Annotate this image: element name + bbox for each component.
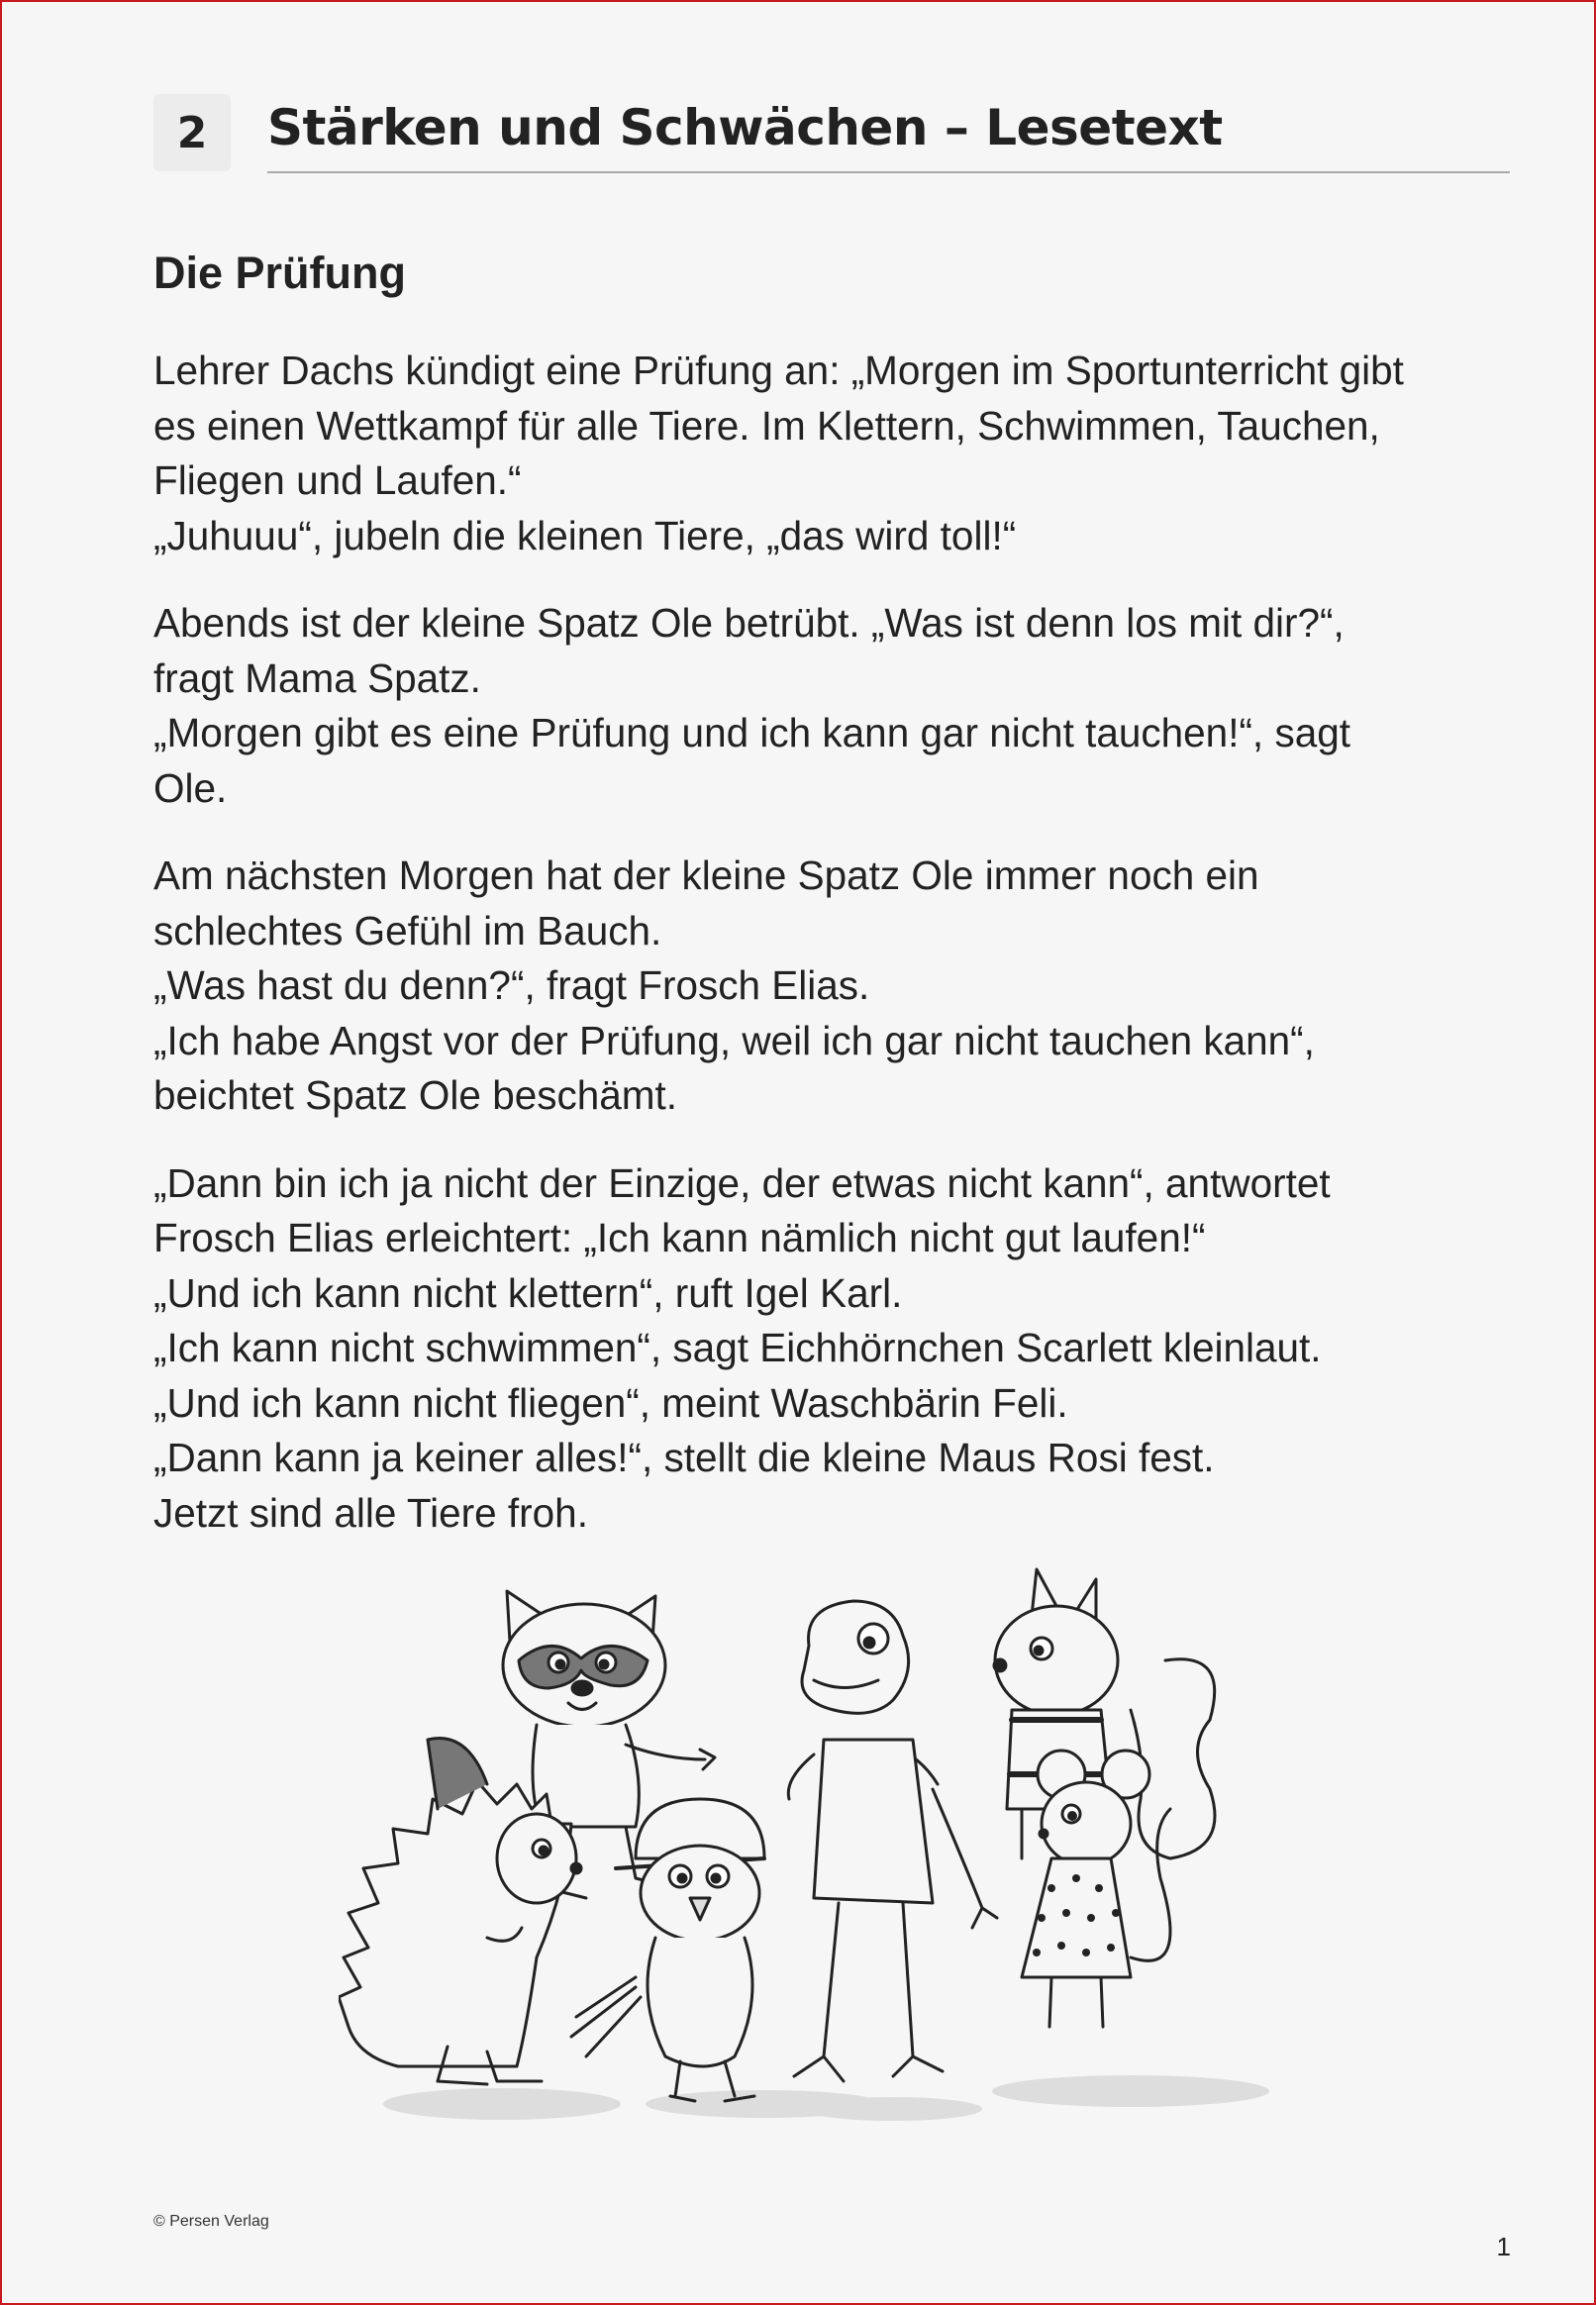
- story-text: [153, 344, 1530, 1573]
- sparrow-figure: [571, 1799, 764, 2101]
- frog-figure: [788, 1601, 997, 2081]
- text-line: „Dann bin ich ja nicht der Einzige, der etwas nicht kann“, antwortet: [153, 1159, 1331, 1206]
- copyright-notice: © Persen Verlag: [153, 2213, 269, 2230]
- text-line: „Morgen gibt es eine Prüfung und ich kann gar nicht tauchen!“, sagt: [153, 710, 1350, 755]
- text-line: „Und ich kann nicht fliegen“, meint Waschbärin Feli.: [153, 1379, 1068, 1426]
- text-line: „Ich kann nicht schwimmen“, sagt Eichhörnchen Scarlett kleinlaut.: [153, 1325, 1322, 1370]
- text-line: Frosch Elias erleichtert: „Ich kann nämlich nicht gut laufen!“: [153, 1215, 1206, 1260]
- text-line: „Ich habe Angst vor der Prüfung, weil ich gar nicht tauchen kann“,: [153, 1017, 1315, 1063]
- story-paragraph: [153, 1156, 1530, 1542]
- text-line: Jetzt sind alle Tiere froh.: [153, 1489, 588, 1536]
- text-line: Am nächsten Morgen hat der kleine Spatz Ole immer noch ein: [153, 852, 1259, 898]
- text-line: schlechtes Gefühl im Bauch.: [153, 907, 662, 953]
- story-paragraph: [153, 849, 1530, 1124]
- text-line: „Dann kann ja keiner alles!“, stellt die kleine Maus Rosi fest.: [153, 1435, 1215, 1480]
- text-line: Fliegen und Laufen.“: [153, 457, 522, 503]
- text-line: fragt Mama Spatz.: [153, 654, 481, 701]
- page-number: 1: [1496, 2232, 1511, 2261]
- text-line: Ole.: [153, 764, 228, 811]
- text-line: „Und ich kann nicht klettern“, ruft Igel Karl.: [153, 1269, 903, 1316]
- story-paragraph: [153, 596, 1530, 816]
- text-line: Abends ist der kleine Spatz Ole betrübt. „Was ist denn los mit dir?“,: [153, 600, 1345, 646]
- text-line: „Was hast du denn?“, fragt Frosch Elias.: [153, 962, 870, 1008]
- chapter-title: Stärken und Schwächen – Lesetext: [267, 99, 1223, 156]
- text-line: es einen Wettkampf für alle Tiere. Im Klettern, Schwimmen, Tauchen,: [153, 402, 1380, 449]
- chapter-number-badge: 2: [153, 94, 231, 171]
- text-line: Lehrer Dachs kündigt eine Prüfung an: „Morgen im Sportunterricht gibt: [153, 348, 1404, 393]
- text-line: beichtet Spatz Ole beschämt.: [153, 1072, 678, 1118]
- text-line: „Juhuuu“, jubeln die kleinen Tiere, „das wird toll!“: [153, 512, 1017, 558]
- story-title: Die Prüfung: [153, 248, 406, 298]
- header-divider: [267, 171, 1510, 173]
- story-paragraph: [153, 344, 1530, 563]
- animals-illustration: [339, 1561, 1329, 2136]
